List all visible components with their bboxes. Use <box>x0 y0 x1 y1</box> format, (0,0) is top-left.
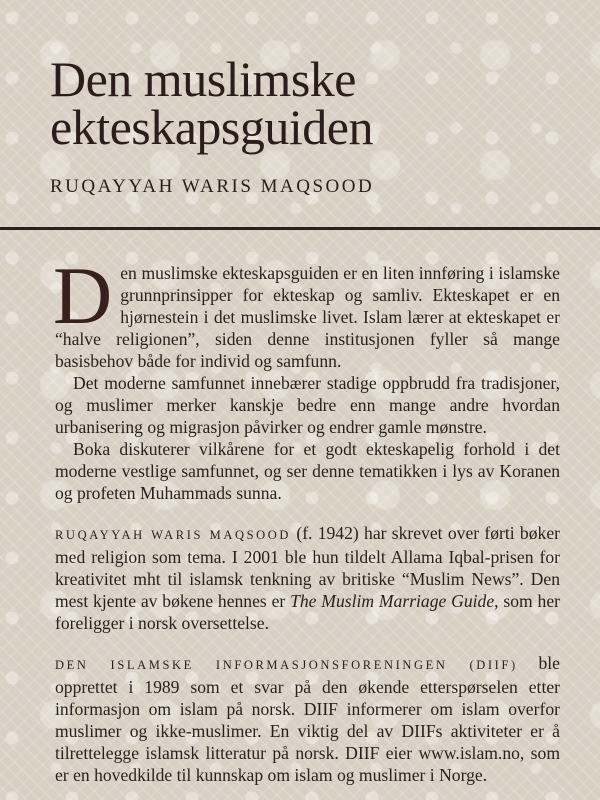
description-paragraph-3: Boka diskuterer vilkårene for et godt ekteskapelig forhold i det moderne vestlige samfunnet, og ser denne tematikken i lys av Koranen og profeten Muhammads sunna. <box>55 439 560 503</box>
divider-rule <box>0 227 600 230</box>
description-paragraph-2: Det moderne samfunnet innebærer stadige oppbrudd fra tradisjoner, og muslimer merker kanskje bedre enn mange andre hvordan urbanisering og migrasjon påvirker og endrer gamle mønstre. <box>55 373 560 437</box>
original-book-title: The Muslim Marriage Guide <box>290 591 495 611</box>
publisher-bio: DEN ISLAMSKE INFORMASJONSFORENINGEN (DIIF) ble opprettet i 1989 som et svar på den økende etterspørselen etter informasjon om islam på norsk. DIIF informerer om islam overfor muslimer og ikke-muslimer. En viktig del av DIIFs aktiviteter er å tilrettelegge islamsk litteratur på norsk. DIIF eier www.islam.no, som er en hovedkilde til kunnskap om islam og muslimer i Norge. <box>55 653 560 785</box>
author-name: RUQAYYAH WARIS MAQSOOD <box>50 176 375 197</box>
author-bio: RUQAYYAH WARIS MAQSOOD (f. 1942) har skrevet over førti bøker med religion som tema. I 2001 ble hun tildelt Allama Iqbal-prisen for kreativitet mht til islamsk tenkning av britiske “Muslim News”. Den mest kjente av bøkene hennes er The Muslim Marriage Guide, som her foreligger i norsk oversettelse. <box>55 523 560 633</box>
book-title <box>50 51 373 155</box>
description-paragraph-1: Den muslimske ekteskapsguiden er en liten innføring i islamske grunnprinsipper for ekteskap og samliv. Ekteskapet er en hjørnestein i det muslimske livet. Islam lærer at ekteskapet er “halve religionen”, siden denne institusjonen fyller så mange basisbehov både for individ og samfunn. <box>53 250 560 371</box>
drop-cap: D <box>53 250 113 341</box>
author-bio-name: RUQAYYAH WARIS MAQSOOD <box>55 528 292 542</box>
back-cover-text <box>53 250 560 786</box>
title-line-1: Den muslimske <box>50 51 356 107</box>
publisher-name: DEN ISLAMSKE INFORMASJONSFORENINGEN (DIIF) <box>55 658 518 672</box>
title-line-2: ekteskapsguiden <box>50 99 373 155</box>
